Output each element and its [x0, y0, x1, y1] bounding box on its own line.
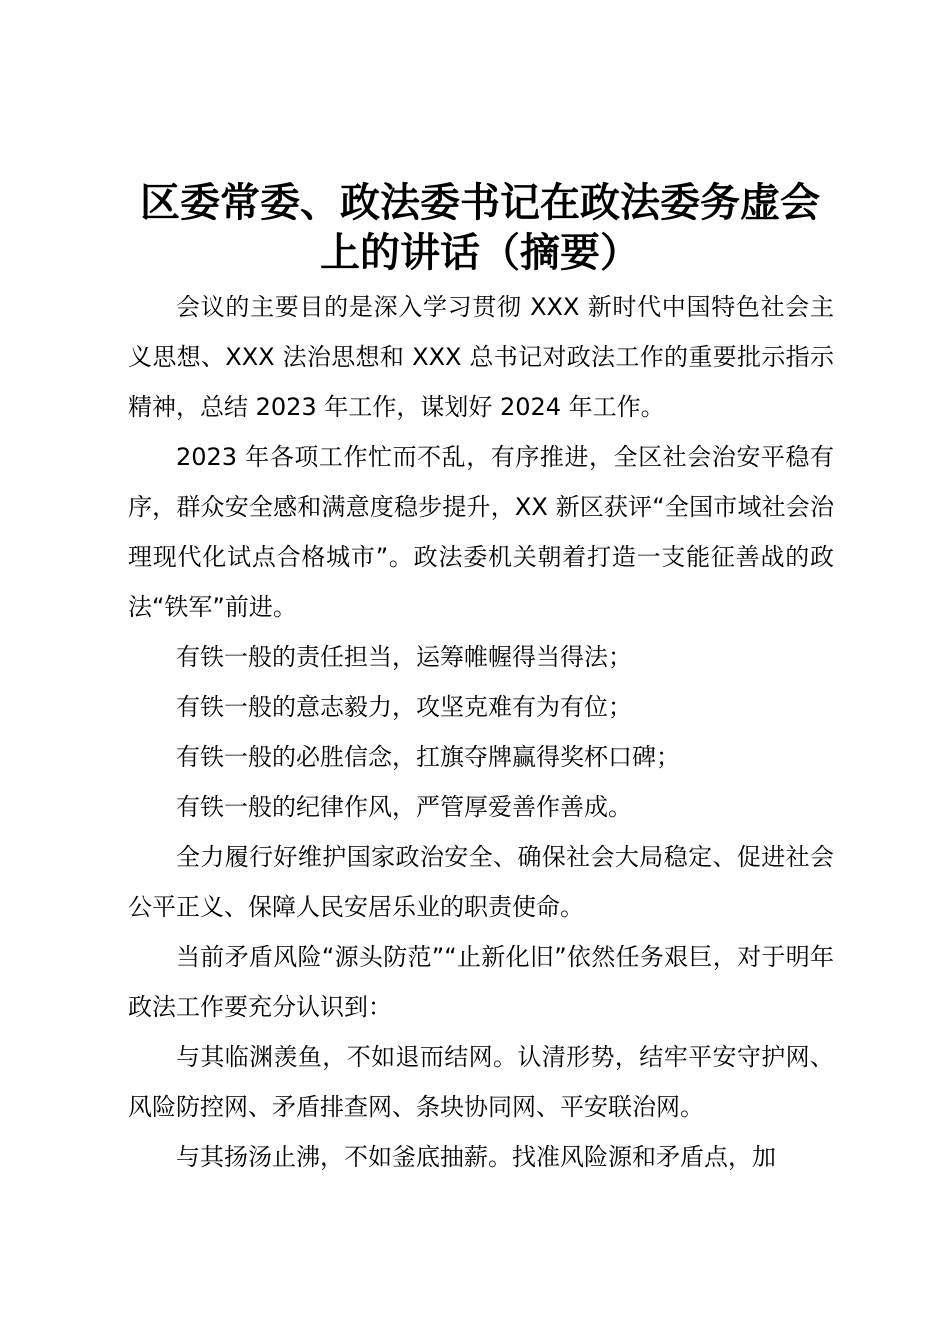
document-title	[120, 178, 840, 278]
paragraph-iron-belief: 有铁一般的必胜信念，扛旗夺牌赢得奖杯口碑；	[176, 743, 680, 771]
paragraph-current-risks: 当前矛盾风险“源头防范”“止新化旧”依然任务艰巨，对于明年政法工作要充分认识到：	[128, 943, 834, 1021]
title-line-1: 区委常委、政法委书记在政法委务虚会	[140, 179, 820, 226]
paragraph-mission: 全力履行好维护国家政治安全、确保社会大局稳定、促进社会公平正义、保障人民安居乐业的职责使命。	[128, 843, 834, 921]
paragraph-iron-will: 有铁一般的意志毅力，攻坚克难有为有位；	[176, 693, 632, 721]
paragraph-meeting-purpose: 会议的主要目的是深入学习贯彻 XXX 新时代中国特色社会主义思想、XXX 法治思想和 XXX 总书记对政法工作的重要批示指示精神，总结 2023 年工作，谋划好 2024 年工作。	[128, 293, 834, 421]
paragraph-2023-review: 2023 年各项工作忙而不乱，有序推进，全区社会治安平稳有序，群众安全感和满意度稳步提升，XX 新区获评“全国市域社会治理现代化试点合格城市”。政法委机关朝着打造一支能征善战的政法“铁军”前进。	[128, 443, 834, 621]
paragraph-weave-net: 与其临渊羡鱼，不如退而结网。认清形势，结牢平安守护网、风险防控网、矛盾排查网、条块协同网、平安联治网。	[128, 1043, 834, 1121]
paragraph-root-cause: 与其扬汤止沸，不如釜底抽薪。找准风险源和矛盾点，加	[176, 1143, 776, 1171]
paragraph-iron-discipline: 有铁一般的纪律作风，严管厚爱善作善成。	[176, 793, 632, 821]
paragraph-iron-responsibility: 有铁一般的责任担当，运筹帷幄得当得法；	[176, 643, 632, 671]
document-body	[128, 282, 834, 1182]
title-line-2: 上的讲话（摘要）	[320, 229, 640, 276]
